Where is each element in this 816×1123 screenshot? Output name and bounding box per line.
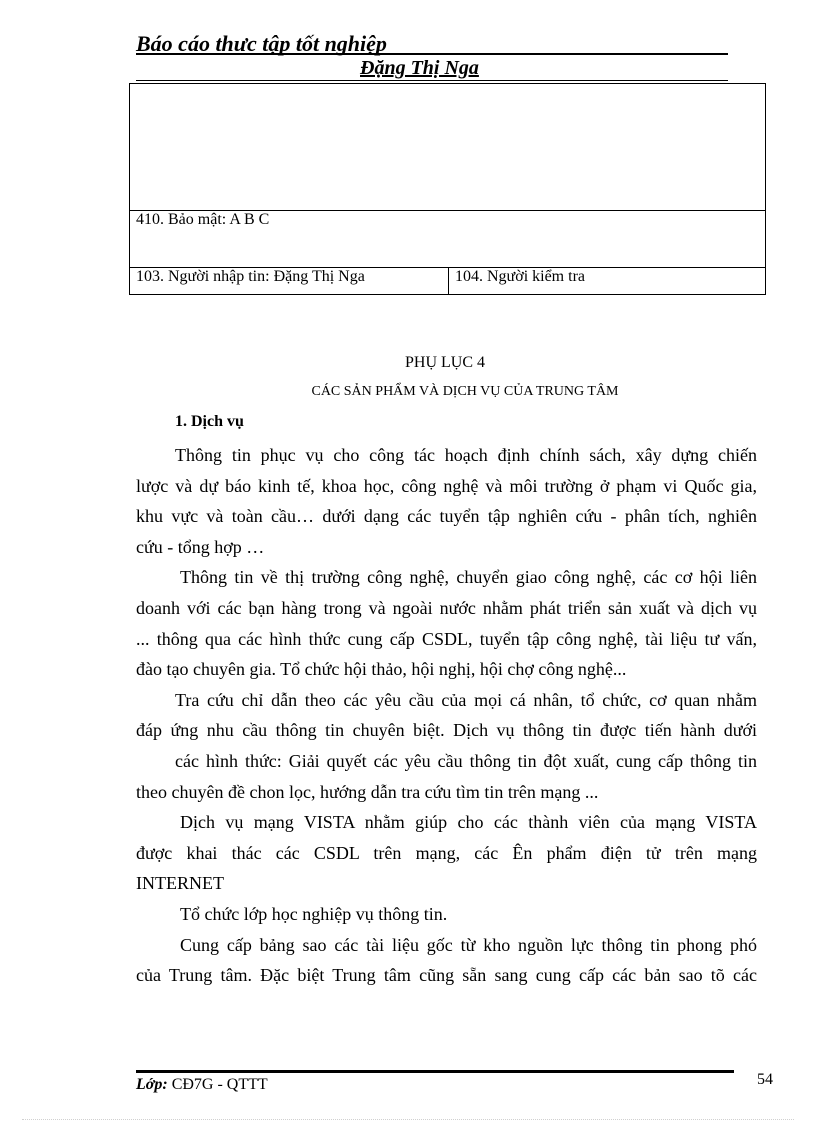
- body-line: các hình thức: Giải quyết các yêu cầu thông tin đột xuất, cung cấp thông tin: [175, 750, 757, 771]
- page-number: 54: [757, 1071, 773, 1088]
- table-cell-blank: [130, 84, 766, 211]
- appendix-title: PHỤ LỤC 4: [404, 354, 485, 371]
- body-line: cứu - tổng hợp …: [136, 536, 265, 557]
- footer-rule: [136, 1070, 734, 1073]
- body-line: đào tạo chuyên gia. Tổ chức hội thảo, hội nghị, hội chợ công nghệ...: [136, 659, 627, 680]
- page-bottom-rule: [22, 1119, 794, 1120]
- record-table: [129, 83, 766, 295]
- body-line: đáp ứng nhu cầu thông tin chuyên biệt. Dịch vụ thông tin được tiến hành dưới: [136, 720, 757, 741]
- body-line: Cung cấp bảng sao các tài liệu gốc từ kho nguồn lực thông tin phong phó: [180, 934, 757, 955]
- body-line: Thông tin về thị trường công nghệ, chuyển giao công nghệ, các cơ hội liên: [180, 567, 757, 588]
- body-line: khu vực và toàn cầu… dưới dạng các tuyển tập nghiên cứu - phân tích, nghiên: [136, 506, 757, 527]
- appendix-subtitle: CÁC SẢN PHẨM VÀ DỊCH VỤ CỦA TRUNG TÂM: [311, 384, 619, 399]
- header-rule: [136, 53, 728, 55]
- body-line: ... thông qua các hình thức cung cấp CSDL, tuyển tập công nghệ, tài liệu tư vấn,: [136, 628, 757, 649]
- footer-class: [136, 1076, 268, 1094]
- table-row-security: [130, 211, 766, 268]
- body-line: Dịch vụ mạng VISTA nhằm giúp cho các thành viên của mạng VISTA: [180, 812, 757, 833]
- body-line: INTERNET: [136, 873, 224, 894]
- table-row-people: [130, 268, 766, 295]
- body-line: của Trung tâm. Đặc biệt Trung tâm cũng sẵn sang cung cấp các bản sao tõ các: [136, 965, 757, 986]
- header-title: Báo cáo thưc tập tốt nghiệp: [136, 31, 387, 56]
- footer-class-label: Lớp:: [136, 1076, 168, 1093]
- section-title: 1. Dịch vụ: [175, 413, 244, 430]
- entered-by-cell: 103. Người nhập tin: Đặng Thị Nga: [130, 268, 449, 295]
- footer-class-value: CĐ7G - QTTT: [167, 1076, 268, 1093]
- header-author: Đặng Thị Nga: [360, 57, 479, 79]
- table-row-blank: [130, 84, 766, 211]
- body-line: được khai thác các CSDL trên mạng, các Ên phẩm điện tử trên mạng: [136, 842, 757, 863]
- body-line: Tra cứu chỉ dẫn theo các yêu cầu của mọi cá nhân, tổ chức, cơ quan nhằm: [175, 689, 757, 710]
- body-line: Tổ chức lớp học nghiệp vụ thông tin.: [180, 903, 448, 924]
- body-line: theo chuyên đề chon lọc, hướng dẫn tra cứu tìm tin trên mạng ...: [136, 781, 599, 802]
- body-line: Thông tin phục vụ cho công tác hoạch định chính sách, xây dựng chiến: [175, 445, 757, 465]
- header-rule-secondary: [136, 80, 728, 81]
- security-cell: 410. Bảo mật: A B C: [130, 211, 766, 268]
- body-text: [136, 440, 757, 991]
- checked-by-cell: 104. Người kiểm tra: [449, 268, 766, 295]
- body-line: doanh với các bạn hàng trong và ngoài nước nhằm phát triển sản xuất và dịch vụ: [136, 597, 757, 618]
- body-line: lược và dự báo kinh tế, khoa học, công nghệ và môi trường ở phạm vi Quốc gia,: [136, 475, 757, 496]
